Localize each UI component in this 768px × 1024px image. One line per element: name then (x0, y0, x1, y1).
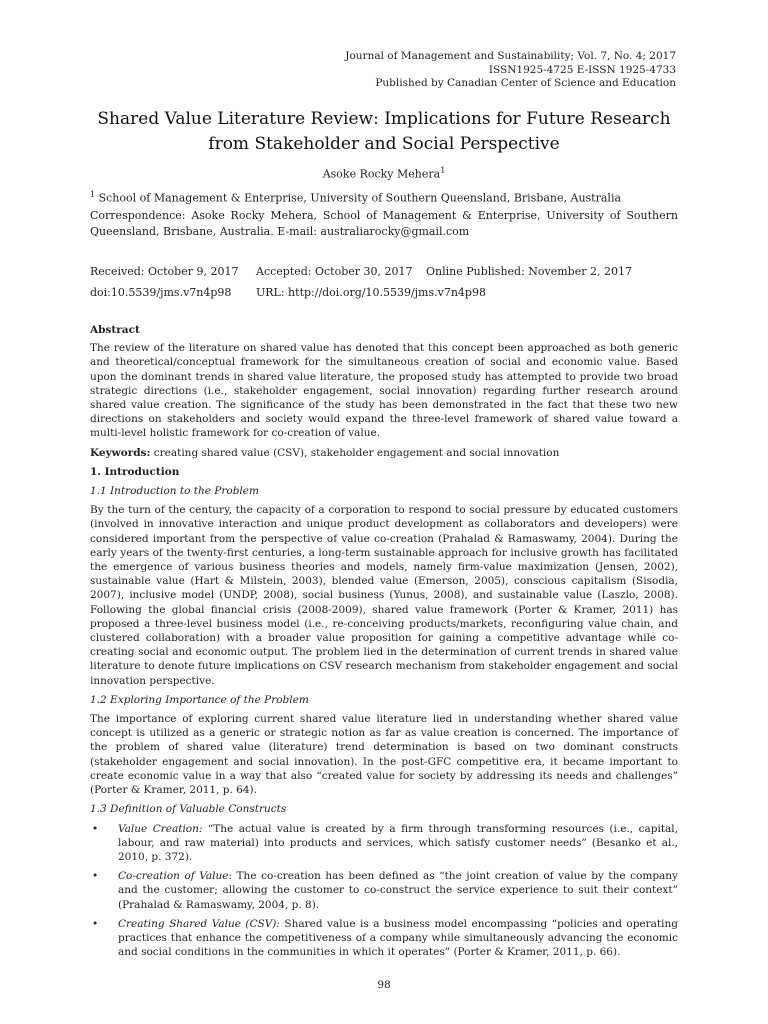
journal-header (345, 50, 676, 91)
definition-text: : The co-creation has been defined as “the joint creation of value by the company and the customer; allowing the customer to co-construct the service experience to suit their context” (Prahalad & Ramaswamy, 2004, p. 8). (118, 870, 678, 911)
list-item (90, 869, 678, 912)
list-item (90, 917, 678, 960)
published-date: Online Published: November 2, 2017 (426, 265, 632, 278)
list-item (90, 822, 678, 865)
keywords (90, 446, 678, 460)
journal-info: Journal of Management and Sustainability; Vol. 7, No. 4; 2017 (345, 50, 676, 62)
affiliation (90, 187, 678, 206)
definition-text: “The actual value is created by a firm through transforming resources (i.e., capital, labour, and raw material) into products and services, which satisfy customer needs” (Besanko et al., 2010, p. 372). (118, 822, 678, 863)
paper-title (90, 107, 678, 157)
doi: doi:10.5539/jms.v7n4p98 (90, 286, 232, 299)
affiliation-text: School of Management & Enterprise, University of Southern Queensland, Brisbane, Australia (95, 191, 622, 205)
definition-text: Shared value is a business model encompassing “policies and operating practices that enhance the competitiveness of a company while simultaneously advancing the economic and social conditions in the communities in which it operates” (Porter & Kramer, 2011, p. 66). (118, 917, 678, 959)
correspondence: Correspondence: Asoke Rocky Mehera, School of Management & Enterprise, University of Southern Queensland, Brisbane, Australia. E-mail: australiarocky@gmail.com (90, 209, 678, 238)
paragraph-1-2: The importance of exploring current shared value literature lied in understanding whether shared value concept is utilized as a generic or strategic notion as far as value creation is concerned. The importance of the problem of shared value (literature) trend determination is based on two dominant constructs (stakeholder engagement and social innovation). In the post-GFC competitive era, it became important to create economic value in a way that also “created value for society by addressing its needs and challenges” (Porter & Kramer, 2011, p. 64). (90, 713, 678, 797)
affiliation-marker: 1 (90, 190, 96, 199)
paper-title-line-1: Shared Value Literature Review: Implications for Future Research (97, 109, 671, 129)
page-number: 98 (377, 979, 391, 991)
subsection-heading-1-3: 1.3 Definition of Valuable Constructs (90, 803, 287, 816)
abstract-heading: Abstract (90, 324, 140, 336)
definition-term: Value Creation: (118, 822, 203, 835)
journal-issn: ISSN1925-4725 E-ISSN 1925-4733 (488, 63, 676, 76)
author (90, 166, 678, 181)
author-name: Asoke Rocky Mehera (322, 167, 441, 181)
received-date: Received: October 9, 2017 (90, 265, 239, 278)
paragraph-1-1: By the turn of the century, the capacity of a corporation to respond to social pressure by educated customers (involved in innovative interaction and unique product development as collaborators and developers) were considered important from the perspective of value co-creation (Prahalad & Ramaswamy, 2004). During the early years of the twenty-first centuries, a long-term sustainable approach for inclusive growth has facilitated the emergence of various business theories and models, namely firm-value maximization (Jensen, 2002), sustainable value (Hart & Milstein, 2003), blended value (Emerson, 2005), conscious capitalism (Sisodia, 2007), inclusive model (UNDP, 2008), social business (Yunus, 2008), and sustainable value (Laszlo, 2008). Following the global financial crisis (2008-2009), shared value framework (Porter & Kramer, 2011) has proposed a three-level business model (i.e., re-conceiving products/markets, reconfiguring value chain, and clustered collaboration) with a broader value proposition for gaining a competitive advantage while co-creating social and economic output. The problem lied in the determination of current trends in shared value literature to denote future implications on CSV research mechanism from stakeholder engagement and social innovation perspective. (90, 504, 678, 687)
section-heading-introduction: 1. Introduction (90, 465, 180, 478)
keywords-text: creating shared value (CSV), stakeholder engagement and social innovation (150, 446, 560, 459)
subsection-heading-1-1: 1.1 Introduction to the Problem (90, 485, 259, 498)
keywords-label: Keywords: (90, 446, 151, 459)
subsection-heading-1-2: 1.2 Exploring Importance of the Problem (90, 693, 309, 706)
accepted-date: Accepted: October 30, 2017 (256, 265, 413, 278)
bullet-icon: • (92, 917, 99, 930)
definition-term: Creating Shared Value (CSV): (118, 917, 280, 930)
bullet-icon: • (92, 870, 99, 883)
paper-body (90, 323, 678, 959)
journal-publisher: Published by Canadian Center of Science and Education (375, 77, 676, 89)
definition-term: Co-creation of Value (118, 870, 229, 883)
abstract-text: The review of the literature on shared value has denoted that this concept been approached as both generic and theoretical/conceptual framework for the simultaneous creation of social and economic value. Based upon the dominant trends in shared value literature, the proposed study has attempted to provide two broad strategic directions (i.e., stakeholder engagement, social innovation) regarding further research around shared value creation. The significance of the study has been demonstrated in the fact that these two new directions on stakeholders and society would expand the three-level framework of shared value toward a multi-level holistic framework for co-creation of value. (90, 342, 678, 440)
author-affiliation-marker: 1 (440, 166, 446, 175)
paper-title-line-2: from Stakeholder and Social Perspective (208, 134, 560, 154)
bullet-icon: • (92, 822, 99, 835)
doi-url: URL: http://doi.org/10.5539/jms.v7n4p98 (256, 286, 486, 299)
